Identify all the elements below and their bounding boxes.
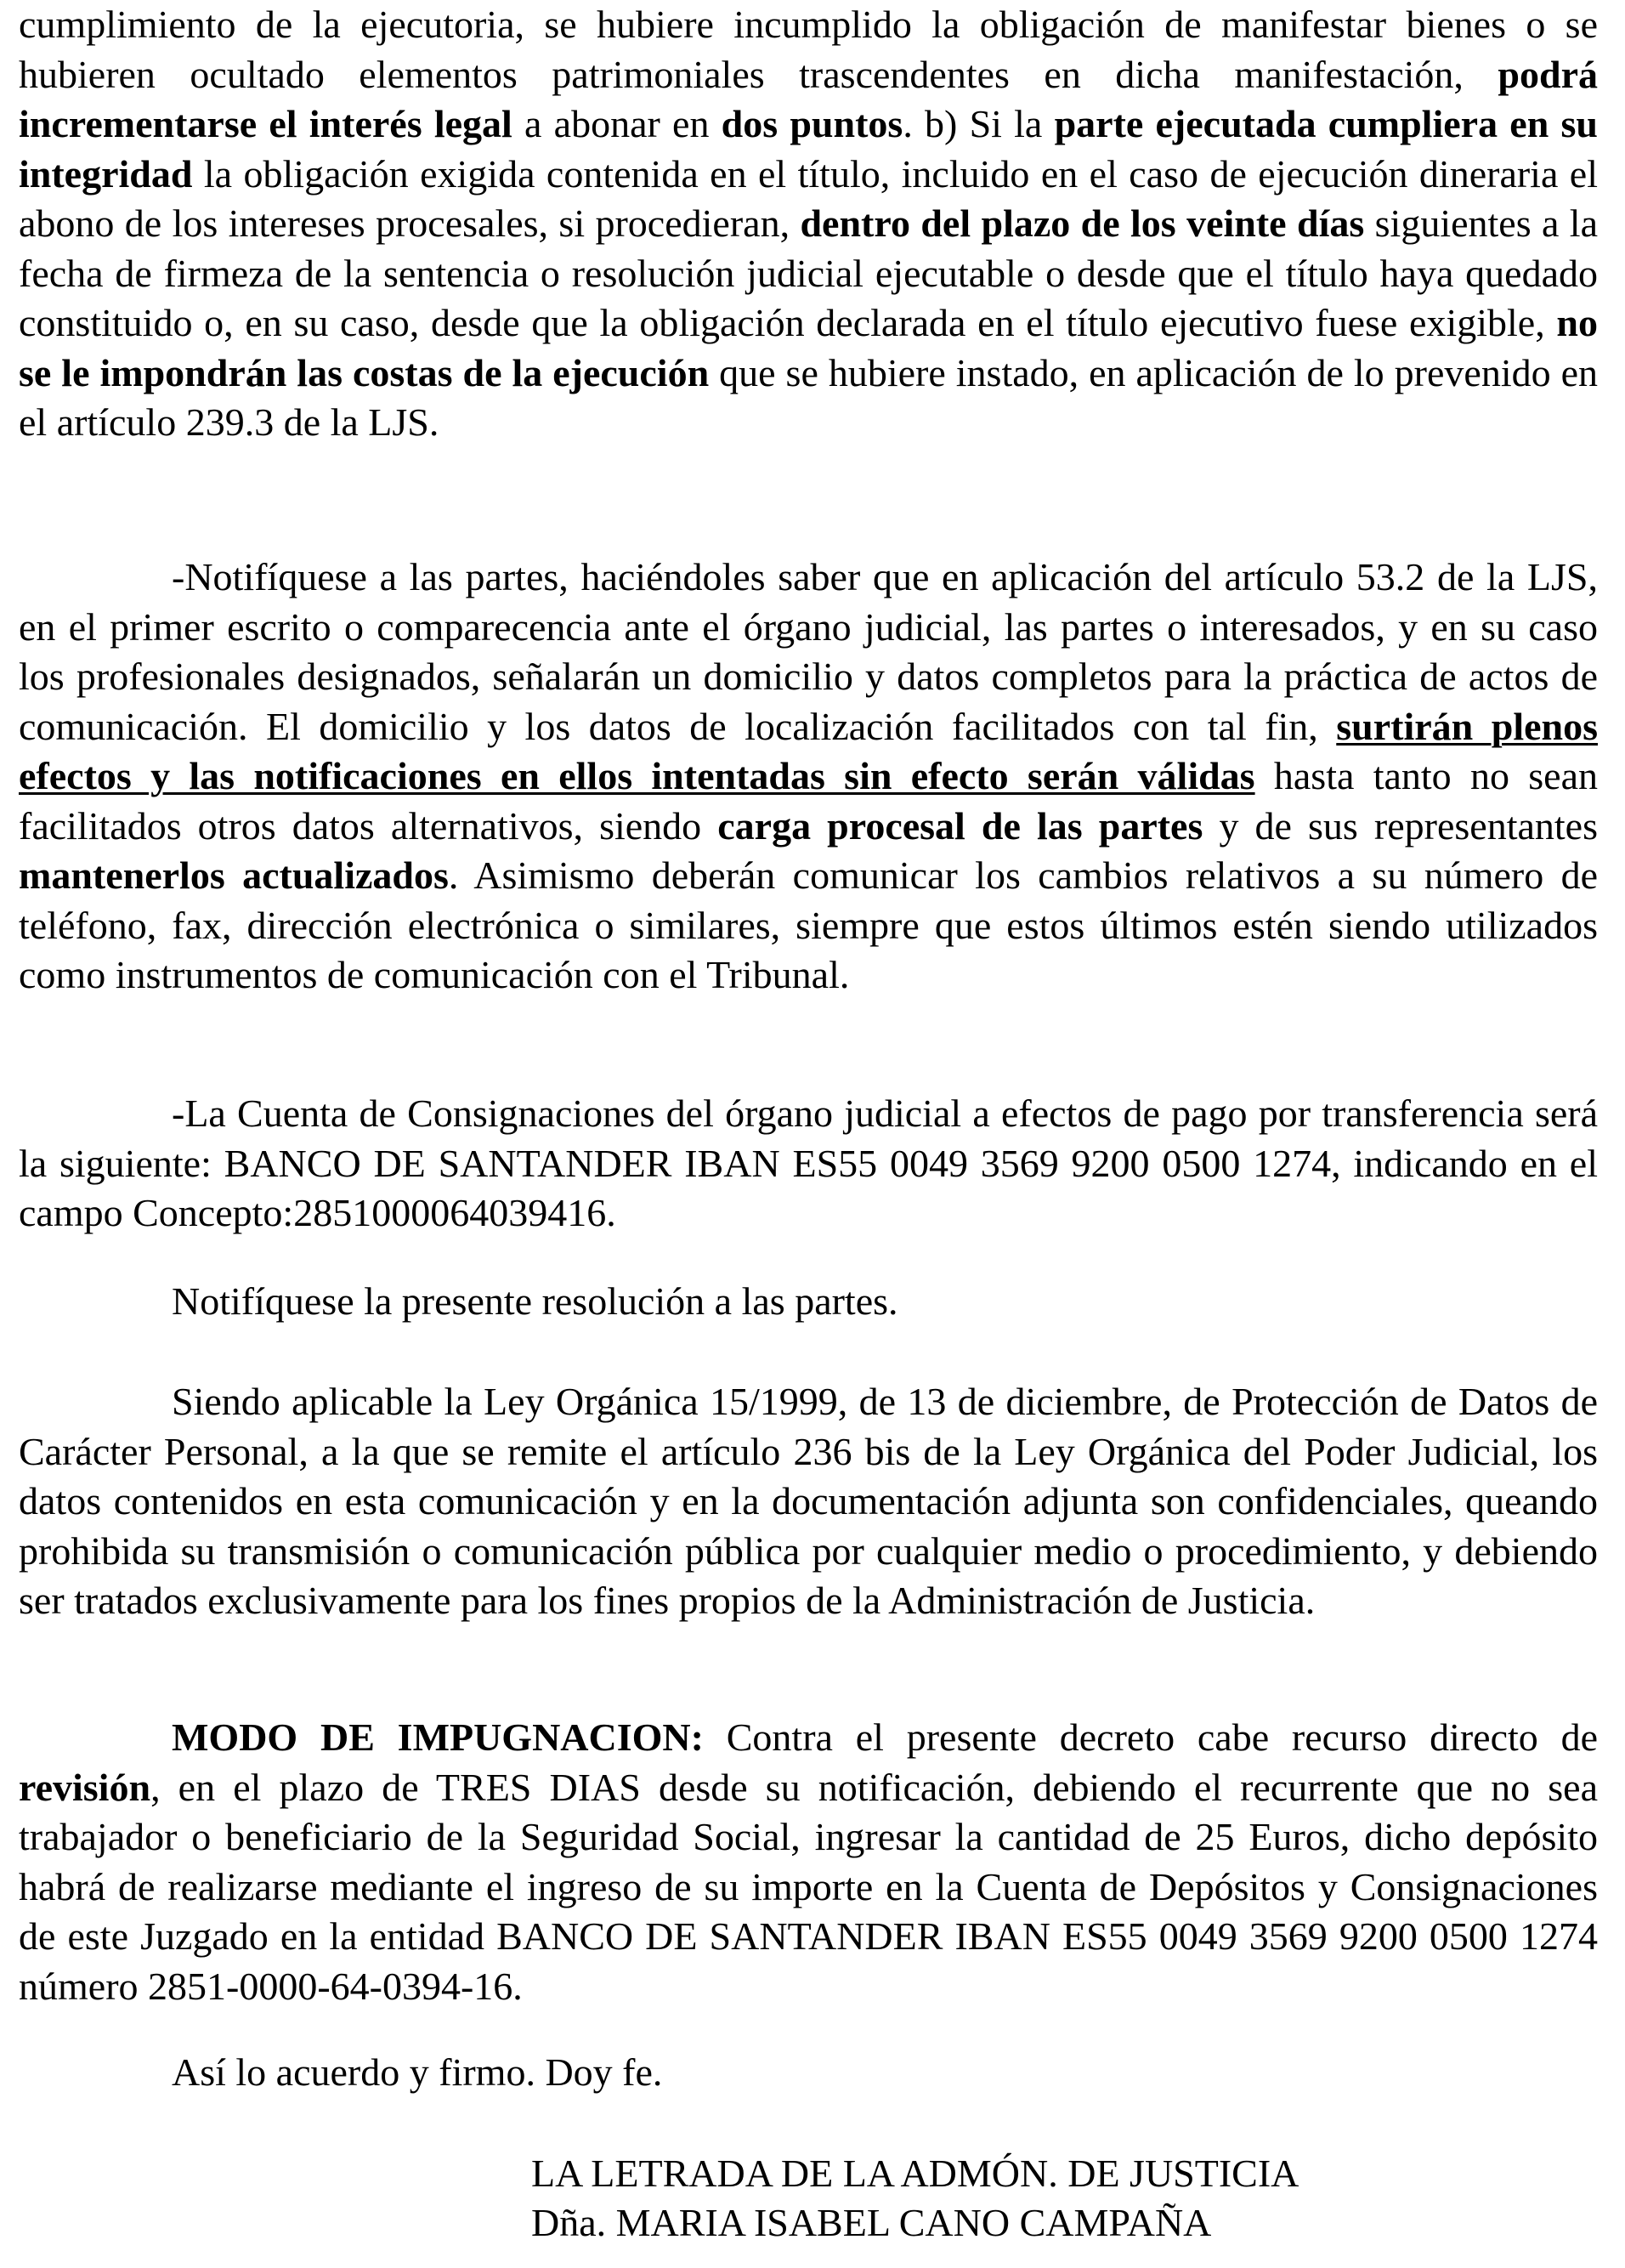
paragraph-proteccion-datos: Siendo aplicable la Ley Orgánica 15/1999, de 13 de diciembre, de Protección de Datos de Carácter Personal, a la que se remite el artículo 236 bis de la Ley Orgánica del Poder Judicial, los datos contenidos en esta comunicación y en la documentación adjunta son confidenciales, queando prohibida su transmisión o comunicación pública por cualquier medio o procedimiento, y debiendo ser tratados exclusivamente para los fines propios de la Administración de Justicia.	[19, 1380, 1598, 1622]
p1-bold-dos-puntos: dos puntos	[721, 102, 903, 145]
signature-title: LA LETRADA DE LA ADMÓN. DE JUSTICIA	[531, 2152, 1299, 2195]
paragraph-modo-impugnacion	[19, 1713, 1598, 2011]
p1-bold-interes-legal: podrá incrementarse el interés legal	[19, 52, 1598, 145]
p1-bold-parte-ejecutada: parte ejecutada cumpliera en su integridad	[19, 102, 1598, 196]
paragraph-notifiquese-partes	[19, 553, 1598, 1001]
p1-bold-plazo-veinte-dias: dentro del plazo de los veinte días	[800, 201, 1365, 245]
p1-text-4: la obligación exigida contenida en el título, incluido en el caso de ejecución dineraria el abono de los intereses procesales, si procedieran,	[19, 151, 1598, 245]
p2-text-1: -Notifíquese a las partes, haciéndoles saber que en aplicación del artículo 53.2 de la LJS, en el primer escrito o comparecencia ante el órgano judicial, las partes o interesados, y en su caso los profesionales designados, señalarán un domicilio y datos completos para la práctica de actos de comunicación. El domicilio y los datos de localización facilitados con tal fin,	[19, 555, 1598, 748]
p2-underlined-notificaciones: surtirán plenos efectos y las notificaciones en ellos intentadas sin efecto serán válidas	[19, 704, 1598, 797]
signature-block	[531, 2149, 1299, 2248]
p2-bold-carga-procesal: carga procesal de las partes	[717, 803, 1203, 848]
p2-text-2: hasta tanto no sean facilitados otros datos alternativos, siendo	[19, 754, 1598, 848]
p1-text-5: siguientes a la fecha de firmeza de la sentencia o resolución judicial ejecutable o desde que el título haya quedado constituido o, en su caso, desde que la obligación declarada en el título ejecutivo fuese exigible,	[19, 201, 1598, 344]
paragraph-ejecutoria	[19, 0, 1598, 448]
p1-text-3: . b) Si la	[903, 102, 1055, 145]
p6-bold-revision: revisión	[19, 1765, 151, 1809]
p2-text-3: y de sus representantes	[1203, 803, 1598, 848]
signature-name: Dña. MARIA ISABEL CANO CAMPAÑA	[531, 2201, 1212, 2244]
p6-bold-heading: MODO DE IMPUGNACION:	[172, 1715, 704, 1759]
p1-text-6: que se hubiere instado, en aplicación de lo prevenido en el artículo 239.3 de la LJS.	[19, 350, 1598, 444]
p6-text-2: , en el plazo de TRES DIAS desde su notificación, debiendo el recurrente que no sea trabajador o beneficiario de la Seguridad Social, ingresar la cantidad de 25 Euros, dicho depósito habrá de realizarse mediante el ingreso de su importe en la Cuenta de Depósitos y Consignaciones de este Juzgado en la entidad BANCO DE SANTANDER IBAN ES55 0049 3569 9200 0500 1274 número 2851-0000-64-0394-16.	[19, 1765, 1598, 2008]
p1-text-2: a abonar en	[512, 102, 722, 145]
p2-bold-actualizados: mantenerlos actualizados	[19, 853, 449, 897]
p2-text-4: . Asimismo deberán comunicar los cambios relativos a su número de teléfono, fax, dirección electrónica o similares, siempre que estos últimos estén siendo utilizados como instrumentos de comunicación con el Tribunal.	[19, 853, 1598, 996]
paragraph-cuenta-consignaciones: -La Cuenta de Consignaciones del órgano judicial a efectos de pago por transferencia será la siguiente: BANCO DE SANTANDER IBAN ES55 0049 3569 9200 0500 1274, indicando en el campo Concepto:2851000064039416.	[19, 1091, 1598, 1234]
paragraph-notifiquese-resolucion: Notifíquese la presente resolución a las partes.	[172, 1279, 898, 1323]
p1-bold-costas: no se le impondrán las costas de la ejecución	[19, 301, 1598, 394]
p6-text-1: Contra el presente decreto cabe recurso directo de	[703, 1715, 1598, 1759]
paragraph-doy-fe: Así lo acuerdo y firmo. Doy fe.	[172, 2050, 663, 2094]
p1-text-1: cumplimiento de la ejecutoria, se hubiere incumplido la obligación de manifestar bienes o se hubieren ocultado elementos patrimoniales trascendentes en dicha manifestación,	[19, 3, 1598, 96]
